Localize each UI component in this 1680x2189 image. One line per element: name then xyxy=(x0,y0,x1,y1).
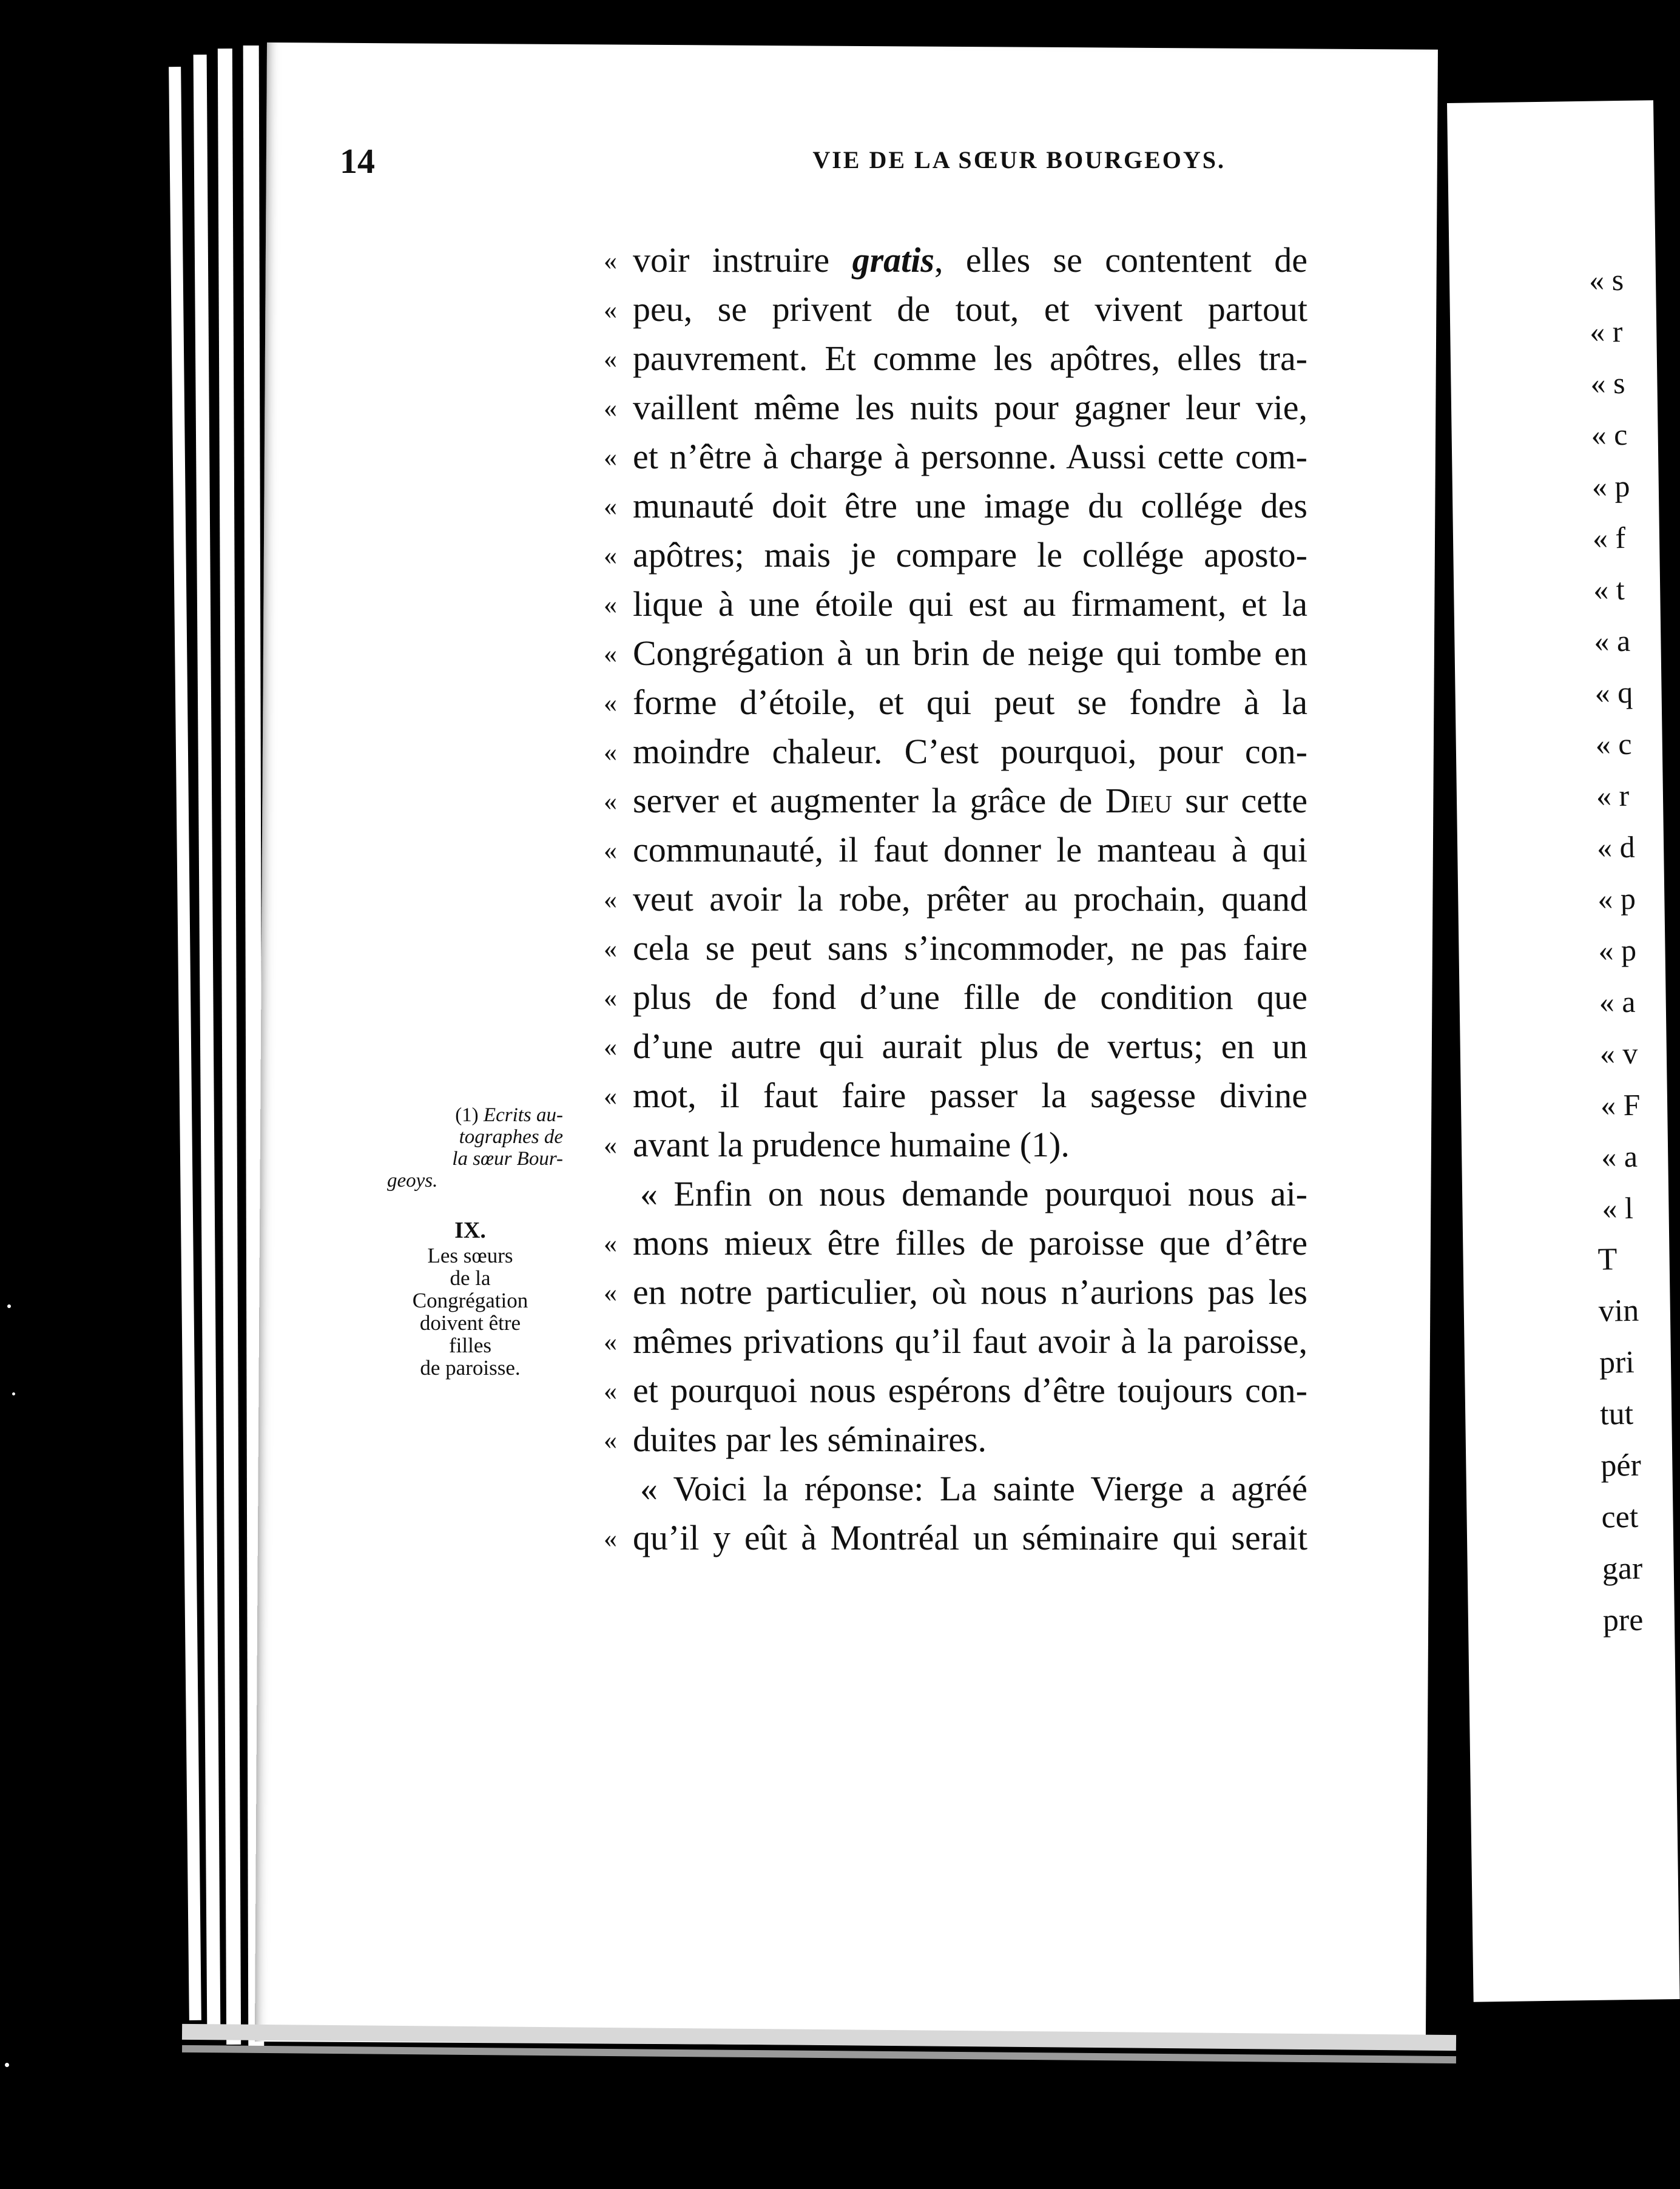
next-page-line: « v xyxy=(1599,1036,1638,1071)
next-page-line: « l xyxy=(1602,1190,1634,1226)
footnote-line: geoys. xyxy=(387,1170,438,1192)
running-title: VIE DE LA SŒUR BOURGEOYS. xyxy=(812,146,1226,174)
text-line xyxy=(604,334,1307,383)
margin-note-line: Les sœurs xyxy=(427,1244,513,1267)
quote-mark: « xyxy=(604,737,617,767)
margin-note-line: filles xyxy=(449,1334,491,1357)
line-text: apôtres; mais je compare le collége aposto- xyxy=(633,535,1307,575)
footnote xyxy=(381,1104,563,1192)
text-line xyxy=(604,481,1307,530)
next-page-line: gar xyxy=(1602,1551,1643,1587)
quote-mark: « xyxy=(604,934,617,963)
quote-mark: « xyxy=(604,442,617,472)
text-line xyxy=(604,776,1307,825)
quote-mark: « xyxy=(604,1278,617,1307)
line-text: vaillent même les nuits pour gagner leur vie, xyxy=(633,388,1307,427)
margin-note-line: Congrégation xyxy=(412,1289,528,1312)
next-page-line: pri xyxy=(1599,1344,1635,1380)
line-text: Congrégation à un brin de neige qui tombe en xyxy=(633,633,1307,673)
page-edge xyxy=(218,49,241,2045)
line-text: en notre particulier, où nous n’aurions pas les xyxy=(633,1272,1307,1312)
text-line xyxy=(604,530,1307,579)
line-text: « Enfin on nous demande pourquoi nous ai- xyxy=(640,1174,1307,1213)
next-page-line: cet xyxy=(1601,1499,1639,1535)
quote-mark: « xyxy=(604,1425,617,1455)
quote-mark: « xyxy=(604,491,617,521)
emphasis-text: gratis xyxy=(852,240,934,280)
quote-mark: « xyxy=(604,885,617,914)
quote-mark: « xyxy=(604,1081,617,1111)
quote-mark: « xyxy=(604,541,617,570)
quote-mark: « xyxy=(604,393,617,423)
margin-note xyxy=(382,1219,558,1379)
line-text: pauvrement. Et comme les apôtres, elles tra- xyxy=(633,339,1307,378)
next-page-fragment xyxy=(1447,100,1680,2002)
text-line xyxy=(604,383,1307,432)
scan-speck xyxy=(12,1392,15,1395)
next-page-line: « d xyxy=(1596,829,1636,865)
line-text: duites par les séminaires. xyxy=(633,1420,987,1459)
quote-mark: « xyxy=(604,639,617,669)
next-page-line: tut xyxy=(1599,1396,1634,1432)
text-line xyxy=(604,1120,1307,1169)
next-page-line: « r xyxy=(1596,778,1630,813)
next-page-line: « p xyxy=(1591,468,1630,504)
line-text: veut avoir la robe, prêter au prochain, quand xyxy=(633,879,1307,919)
text-line xyxy=(604,1267,1307,1317)
quote-mark: « xyxy=(604,1229,617,1258)
page-number: 14 xyxy=(340,141,375,181)
footnote-line: Ecrits au- xyxy=(483,1104,563,1126)
next-page-line: « s xyxy=(1588,262,1624,297)
text-line xyxy=(604,1218,1307,1267)
footnote-line: tographes de xyxy=(459,1126,563,1148)
margin-note-number: IX. xyxy=(454,1218,486,1243)
footnote-marker: (1) xyxy=(455,1104,479,1126)
text-line xyxy=(604,1022,1307,1071)
quote-mark: « xyxy=(604,1327,617,1357)
text-line xyxy=(604,579,1307,629)
line-text: avant la prudence humaine (1). xyxy=(633,1125,1070,1164)
next-page-line: T xyxy=(1597,1242,1618,1277)
small-caps-text: Dieu xyxy=(1105,781,1172,820)
quote-mark: « xyxy=(604,295,617,325)
next-page-line: « r xyxy=(1589,314,1623,349)
text-line xyxy=(604,874,1307,923)
quote-mark: « xyxy=(604,1523,617,1553)
next-page-line: « F xyxy=(1600,1087,1641,1122)
line-text: cela se peut sans s’incommoder, ne pas faire xyxy=(633,928,1307,968)
line-tail: sur cette xyxy=(1172,781,1307,820)
text-line xyxy=(604,1169,1307,1218)
margin-note-line: de la xyxy=(450,1266,491,1290)
line-text: « Voici la réponse: La sainte Vierge a agréé xyxy=(640,1469,1307,1508)
line-text: mons mieux être filles de paroisse que d’être xyxy=(633,1223,1307,1263)
margin-note-line: doivent être xyxy=(419,1311,521,1335)
quote-mark: « xyxy=(604,1130,617,1160)
line-text: d’une autre qui aurait plus de vertus; en un xyxy=(633,1027,1307,1066)
next-page-line: « s xyxy=(1590,365,1625,400)
text-line xyxy=(604,727,1307,776)
quote-mark: « xyxy=(604,1376,617,1406)
line-text: plus de fond d’une fille de condition que xyxy=(633,977,1307,1017)
margin-note-line: de paroisse. xyxy=(420,1356,521,1380)
body-text xyxy=(604,235,1307,1562)
line-text: communauté, il faut donner le manteau à qui xyxy=(633,830,1307,869)
text-line xyxy=(604,1071,1307,1120)
next-page-line: « a xyxy=(1594,623,1631,658)
quote-mark: « xyxy=(604,835,617,865)
quote-mark: « xyxy=(604,1032,617,1062)
text-line xyxy=(604,629,1307,678)
quote-mark: « xyxy=(604,344,617,374)
quote-mark: « xyxy=(604,786,617,816)
line-tail: , elles se contentent de xyxy=(934,240,1308,280)
line-text: forme d’étoile, et qui peut se fondre à la xyxy=(633,683,1307,722)
line-text: munauté doit être une image du collége des xyxy=(633,486,1307,525)
text-line xyxy=(604,1464,1307,1513)
text-line xyxy=(604,923,1307,973)
next-page-line: pre xyxy=(1602,1602,1644,1638)
line-text: et pourquoi nous espérons d’être toujours con- xyxy=(633,1371,1307,1410)
line-text: qu’il y eût à Montréal un séminaire qui serait xyxy=(633,1518,1307,1557)
line-text: server et augmenter la grâce de xyxy=(633,781,1093,820)
quote-mark: « xyxy=(604,246,617,275)
scan-speck xyxy=(7,1304,11,1308)
text-line xyxy=(604,1317,1307,1366)
line-text: mot, il faut faire passer la sagesse divine xyxy=(633,1076,1307,1115)
text-line xyxy=(604,1415,1307,1464)
quote-mark: « xyxy=(604,983,617,1013)
next-page-line: vin xyxy=(1598,1293,1639,1329)
line-text: voir instruire xyxy=(633,240,830,280)
line-text: et n’être à charge à personne. Aussi cette com- xyxy=(633,437,1307,476)
next-page-line: pér xyxy=(1600,1448,1642,1483)
next-page-line: « c xyxy=(1595,726,1632,761)
quote-mark: « xyxy=(604,688,617,718)
text-line xyxy=(604,678,1307,727)
next-page-line: « p xyxy=(1597,881,1636,916)
line-text: moindre chaleur. C’est pourquoi, pour con- xyxy=(633,732,1307,771)
next-page-line: « c xyxy=(1591,417,1628,452)
line-text: mêmes privations qu’il faut avoir à la paroisse, xyxy=(633,1321,1307,1361)
next-page-line: « a xyxy=(1601,1139,1638,1174)
line-text: lique à une étoile qui est au firmament, et la xyxy=(633,584,1307,624)
text-line xyxy=(604,235,1307,285)
next-page-line: « q xyxy=(1594,675,1633,710)
line-text: peu, se privent de tout, et vivent partout xyxy=(633,289,1307,329)
next-page-line: « p xyxy=(1598,933,1637,968)
next-page-line: « a xyxy=(1599,984,1636,1019)
text-line xyxy=(604,825,1307,874)
text-line xyxy=(604,1366,1307,1415)
text-line xyxy=(604,432,1307,481)
text-line xyxy=(604,1513,1307,1562)
running-header xyxy=(340,141,1226,181)
scan-speck xyxy=(5,2063,9,2067)
next-page-line: « t xyxy=(1593,572,1625,607)
text-line xyxy=(604,973,1307,1022)
next-page-line: « f xyxy=(1592,520,1626,555)
footnote-line: la sœur Bour- xyxy=(452,1148,563,1170)
text-line xyxy=(604,285,1307,334)
quote-mark: « xyxy=(604,590,617,619)
